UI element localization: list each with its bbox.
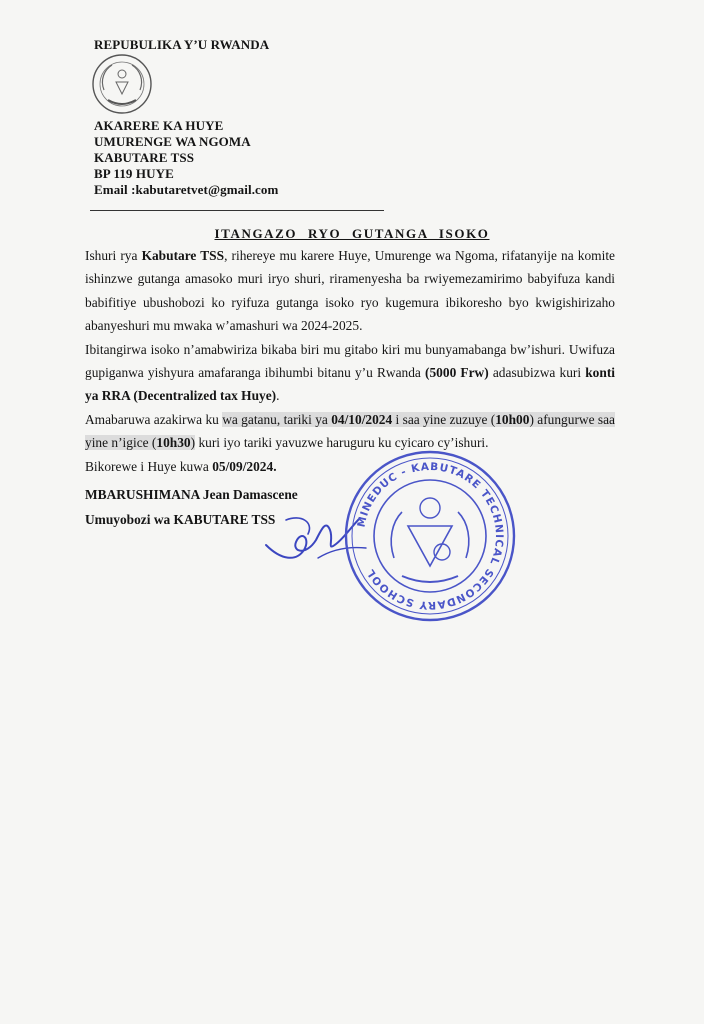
text-run: .	[276, 388, 280, 404]
deadline-time: 10h00	[495, 411, 530, 427]
notice-title: ITANGAZO RYO GUTANGA ISOKO	[214, 226, 490, 241]
rwanda-coat-of-arms-icon	[90, 52, 154, 116]
opening-time: 10h30	[156, 435, 191, 451]
stamp-ring-text: MINEDUC - KABUTARE TECHNICAL SECONDARY SCHOOL	[355, 460, 506, 612]
text-run: Amabaruwa azakirwa ku	[85, 411, 223, 427]
postbox-heading: BP 119 HUYE	[94, 166, 174, 181]
highlighted-text: ) afungurwe saa yine n’igice (	[85, 411, 615, 451]
text-run: kuri iyo tariki yavuzwe haruguru ku cyicaro cy’ishuri.	[195, 435, 489, 451]
sector-heading: UMURENGE WA NGOMA	[94, 134, 251, 149]
signatory-role: Umuyobozi wa KABUTARE TSS	[85, 512, 276, 527]
republic-heading: REPUBULIKA Y’U RWANDA	[94, 37, 270, 52]
text-run: , rihereye mu karere Huye, Umurenge wa Ngoma, rifatanyije na komite ishinzwe gutanga amasoko muri iryo shuri, riramenyesha ba rwiyemezamirimo babyifuza kandi babifitiye ubushobozi ko ryifuza gutanga isoko ryo kugemura ibikoresho byo kwigishirizaho abanyeshuri mu mwaka w’amashuri wa 2024-2025.	[85, 248, 615, 334]
highlighted-text: wa gatanu, tariki ya	[222, 411, 332, 427]
text-run: adasubizwa kuri	[488, 365, 586, 381]
fee-amount: (5000 Frw)	[425, 365, 489, 381]
school-name: Kabutare TSS	[141, 248, 225, 263]
notice-body	[85, 244, 615, 478]
email-heading: Email :kabutaretvet@gmail.com	[94, 182, 279, 197]
district-heading: AKARERE KA HUYE	[94, 118, 224, 133]
text-run: Ishuri rya	[85, 248, 142, 263]
paragraph-fee	[85, 338, 615, 408]
highlighted-text: i saa yine zuzuye (	[392, 411, 496, 427]
school-heading: KABUTARE TSS	[94, 150, 195, 165]
issue-date: 05/09/2024.	[212, 458, 277, 474]
highlighted-text: )	[190, 435, 196, 451]
text-run: Bikorewe i Huye kuwa	[85, 458, 213, 474]
text-run: Ibitangirwa isoko n’amabwiriza bikaba biri mu gitabo kiri mu bunyamabanga bw’ishuri. Uwifuza gupiganwa yishyura amafaranga ibihumbi bitanu y’u Rwanda	[85, 341, 615, 381]
deadline-date: 04/10/2024	[331, 411, 393, 427]
header-divider	[90, 210, 384, 211]
school-stamp-icon	[342, 448, 518, 624]
paragraph-intro	[85, 244, 615, 338]
svg-text:MINEDUC - KABUTARE TECHNICAL S	[355, 461, 505, 611]
signatory-name: MBARUSHIMANA Jean Damascene	[85, 487, 298, 502]
account-name: konti ya RRA (Decentralized tax Huye)	[85, 365, 616, 404]
